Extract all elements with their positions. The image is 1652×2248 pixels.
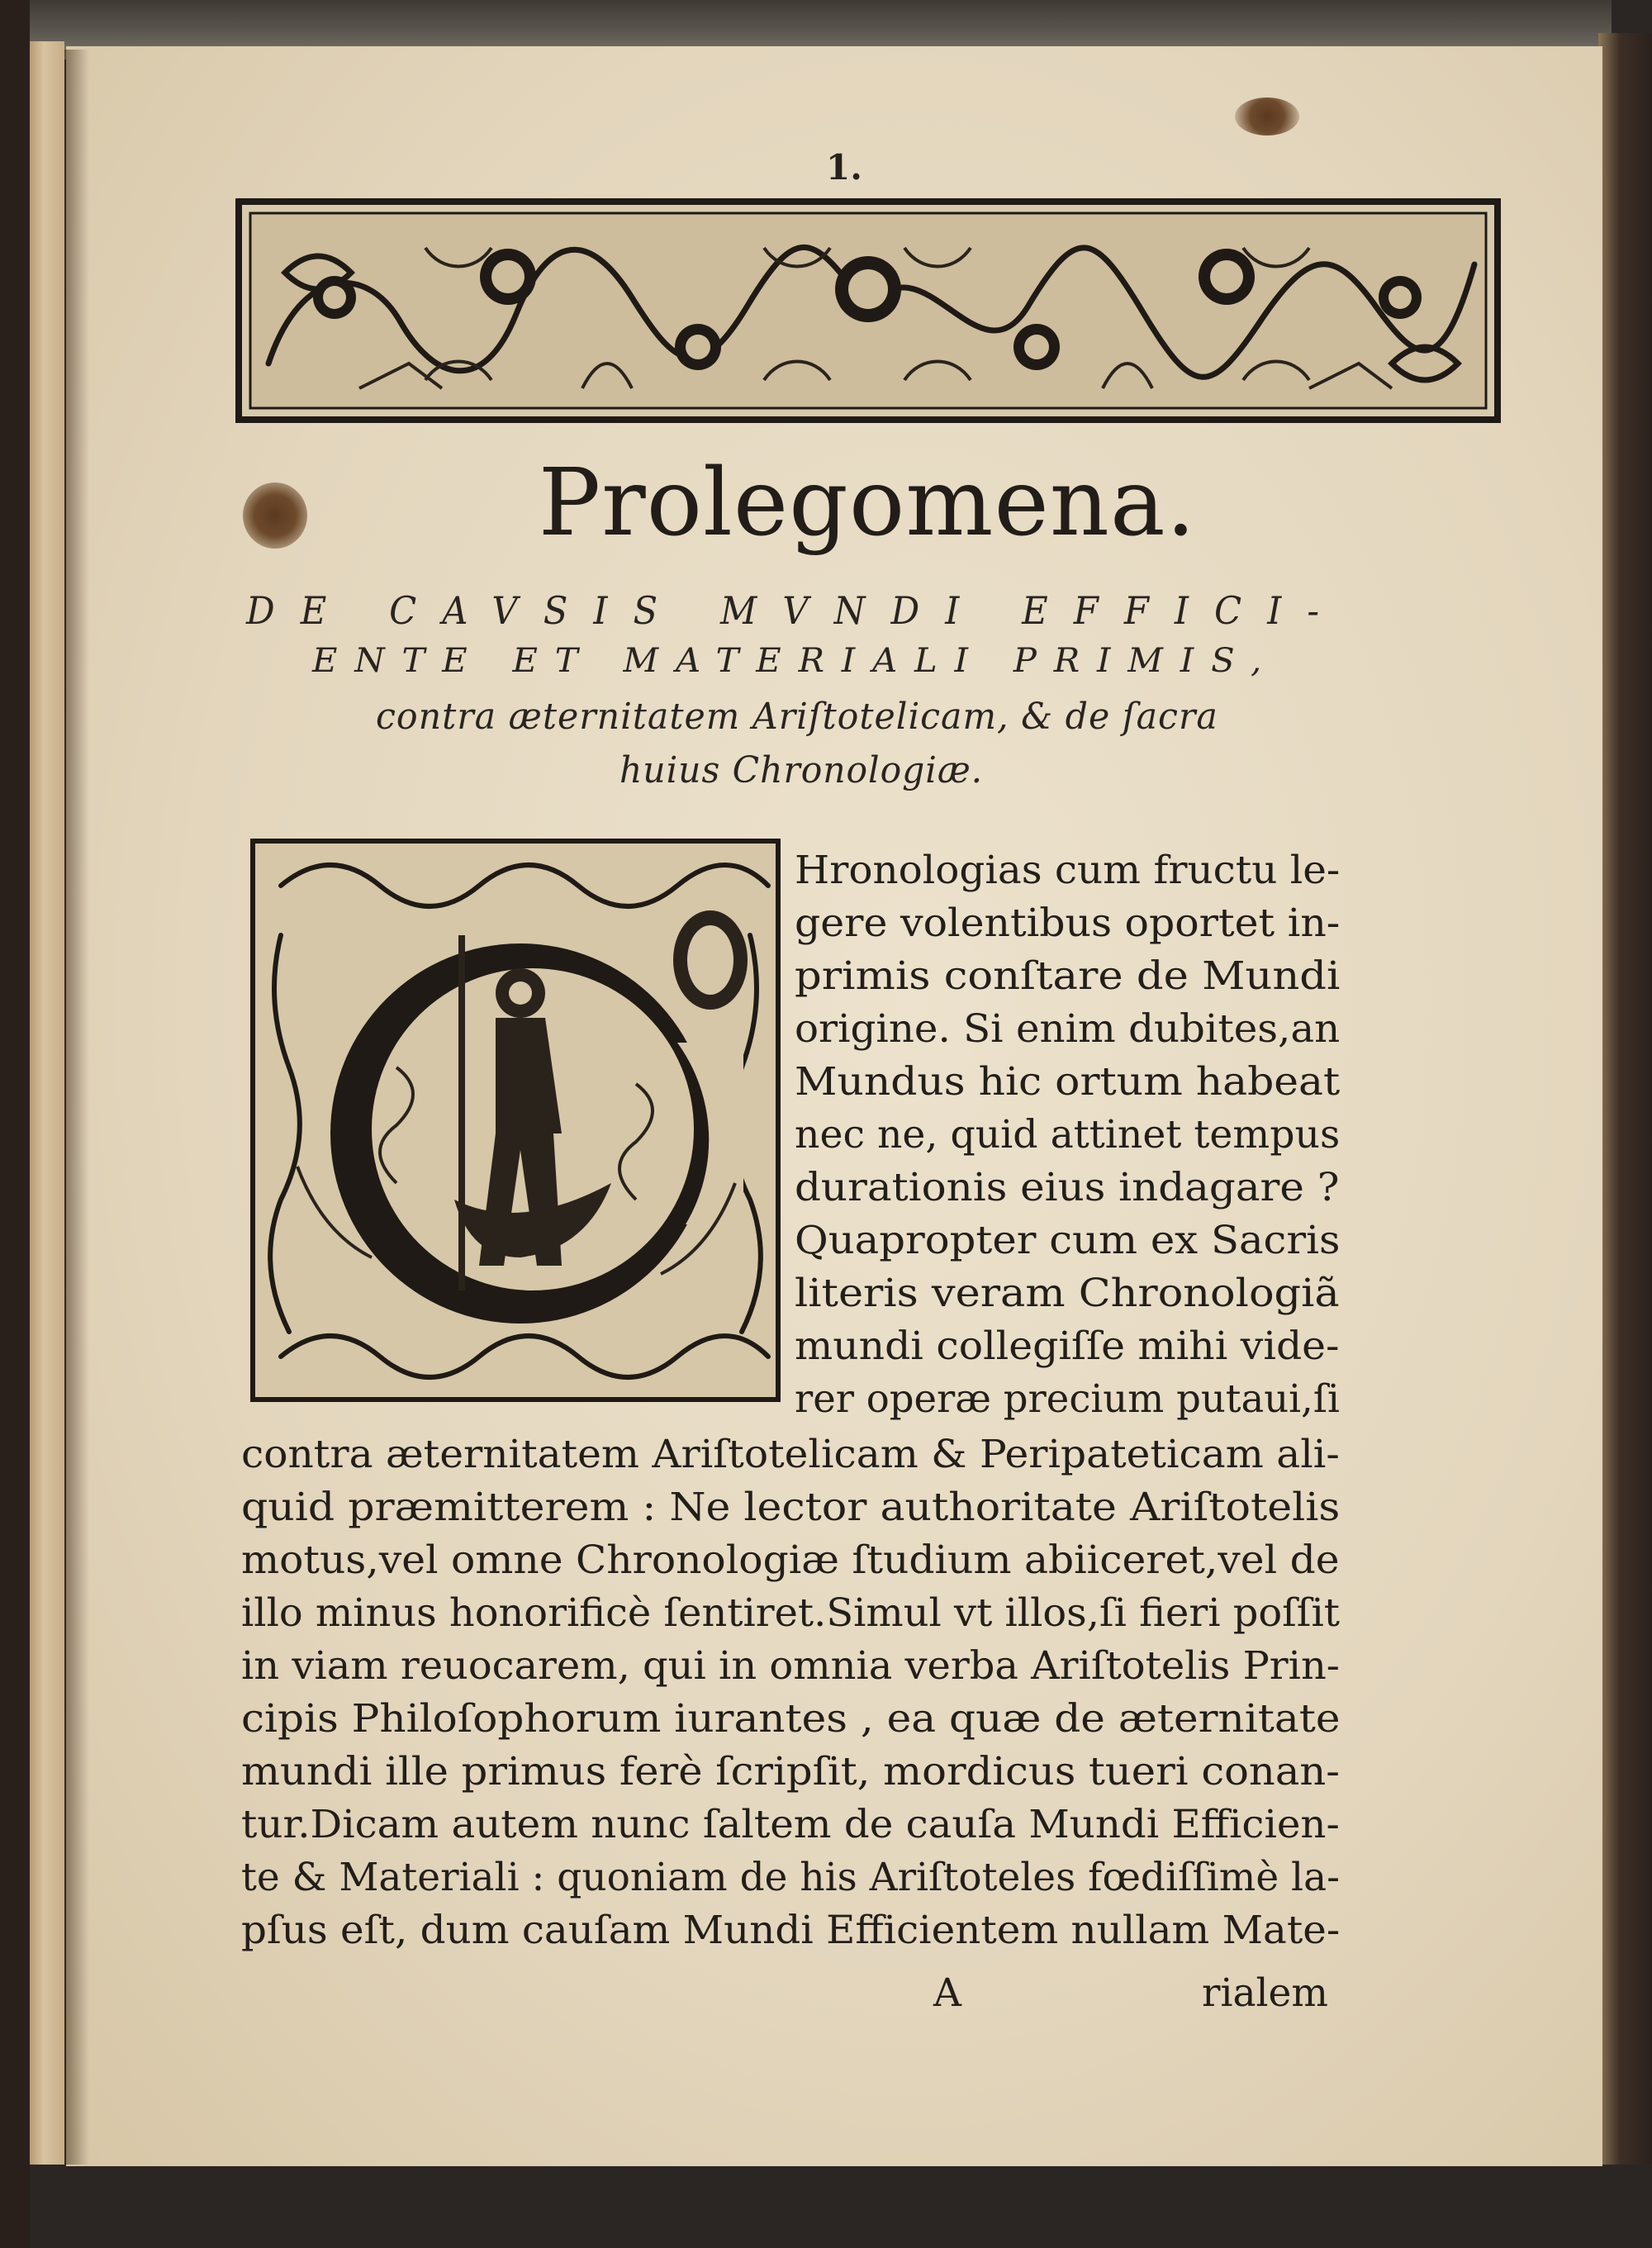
body-text-line: mundi ille primus ferè ſcripſit, mordicus tueri conan-	[241, 1749, 1341, 1794]
ornamental-headpiece-icon	[235, 198, 1501, 423]
left-page-edge	[30, 41, 64, 2173]
body-text-line: primis conſtare de Mundi	[795, 953, 1341, 999]
bottom-background	[30, 2165, 1652, 2248]
body-text-line: te & Materiali : quoniam de his Ariſtoteles fœdiſſimè la-	[241, 1855, 1340, 1900]
body-text-line: rer operæ precium putaui,ſi	[795, 1376, 1340, 1422]
gutter-shadow	[64, 50, 89, 2165]
right-book-edge	[1598, 33, 1652, 2181]
body-text-line: mundi collegiſſe mihi vide-	[795, 1324, 1340, 1369]
body-text-line: illo minus honorificè ſentiret.Simul vt illos,ſi fieri poſſit	[241, 1590, 1341, 1636]
body-text-line: quid præmitterem : Ne lector authoritate Ariſtotelis	[241, 1485, 1341, 1530]
subtitle-line: ENTE ET MATERIALI PRIMIS,	[312, 642, 1279, 680]
body-text-line: pſus eſt, dum cauſam Mundi Efficientem nullam Mate-	[241, 1908, 1341, 1953]
stain-top-right	[1235, 97, 1299, 135]
body-text-line: tur.Dicam autem nunc ſaltem de cauſa Mundi Efficien-	[241, 1802, 1340, 1847]
body-text-line: contra æternitatem Ariſtotelicam & Peripateticam ali-	[241, 1432, 1340, 1477]
body-text-line: nec ne, quid attinet tempus	[795, 1112, 1341, 1157]
body-text-line: motus,vel omne Chronologiæ ſtudium abiiceret,vel de	[241, 1537, 1340, 1583]
subtitle-line: DE CAVSIS MVNDI EFFICI-	[246, 588, 1345, 633]
page-number: 1.	[826, 147, 862, 188]
body-text-line: durationis eius indagare ?	[795, 1165, 1340, 1210]
left-binding	[0, 0, 30, 2248]
body-text-line: Quapropter cum ex Sacris	[795, 1218, 1341, 1263]
subtitle-line: huius Chronologiæ.	[620, 749, 984, 791]
body-text-line: literis veram Chronologiã	[795, 1271, 1340, 1316]
body-text-line: Mundus hic ortum habeat	[795, 1059, 1341, 1105]
body-text-line: gere volentibus oportet in-	[795, 901, 1341, 946]
body-text-line: in viam reuocarem, qui in omnia verba Ariſtotelis Prin-	[241, 1643, 1340, 1689]
page-title: Prolegomena.	[538, 449, 1197, 557]
subtitle-line: contra æternitatem Ariſtotelicam, & de ſacra	[376, 696, 1218, 738]
catchword: rialem	[1202, 1970, 1328, 2016]
body-text-line: origine. Si enim dubites,an	[795, 1006, 1341, 1052]
stain-left-title	[243, 482, 307, 549]
signature-mark: A	[933, 1970, 961, 2016]
body-text-line: Hronologias cum fructu le-	[795, 848, 1341, 893]
decorated-initial-c-icon	[248, 836, 783, 1404]
body-text-line: cipis Philoſophorum iurantes , ea quæ de æternitate	[241, 1696, 1341, 1742]
